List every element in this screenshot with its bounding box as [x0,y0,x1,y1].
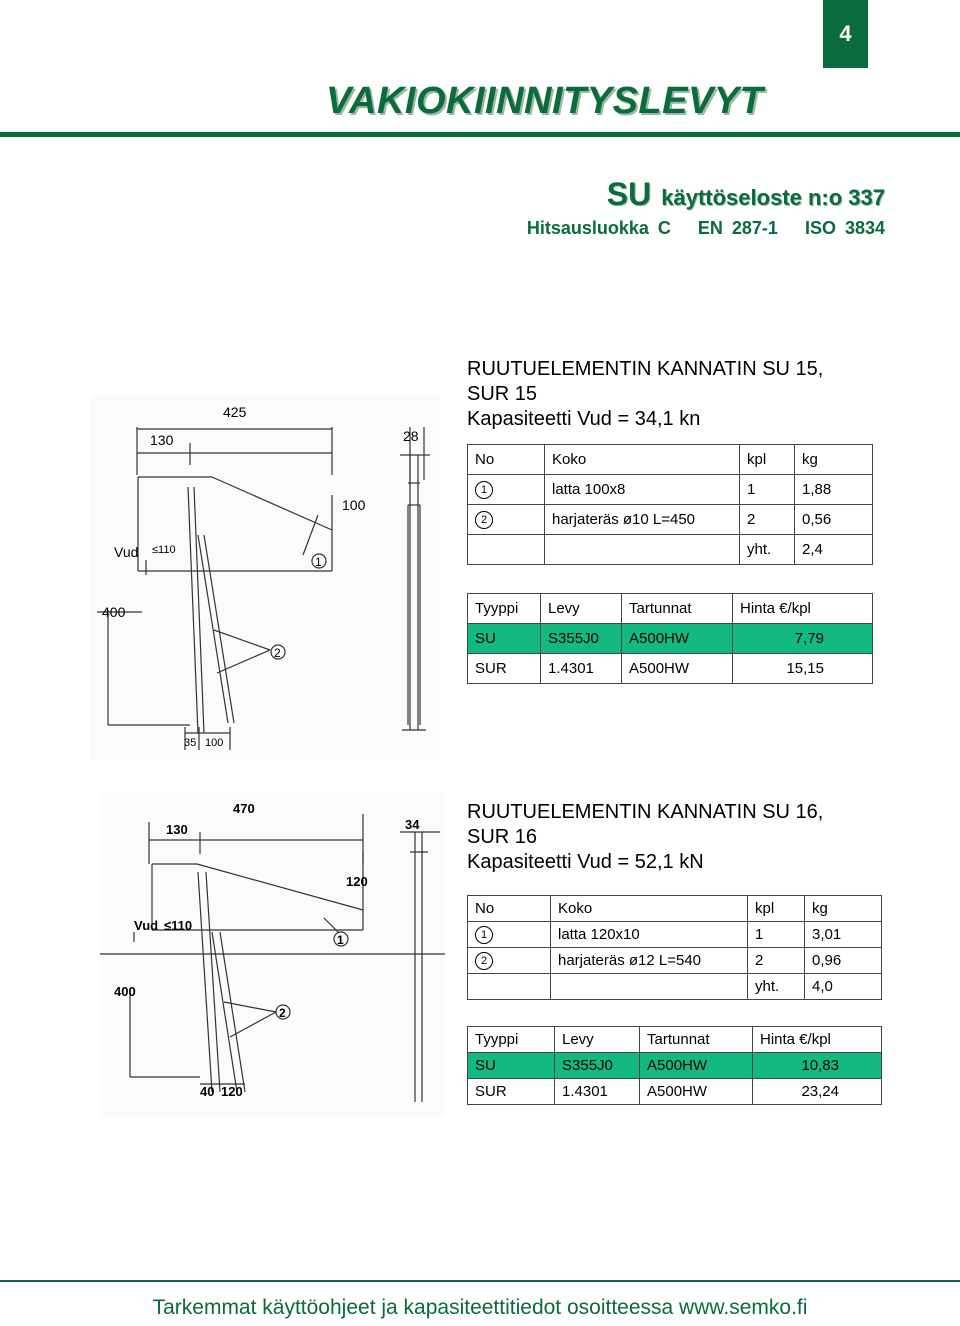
col-no: No [468,896,551,922]
part1-marker: 1 [315,555,322,569]
table-row [468,505,873,535]
dim-total-width: 425 [223,404,247,420]
section2-title-line1: RUUTUELEMENTIN KANNATIN SU 16, [467,801,824,823]
cell-tartunnat: A500HW [622,624,733,654]
cell-kg: 0,56 [795,505,873,535]
product-code: SU [606,176,652,212]
dim-plate-height: 100 [342,497,366,513]
table-header-row [468,445,873,475]
cell-koko: latta 100x8 [545,475,740,505]
footer-text: Tarkemmat käyttöohjeet ja kapasiteettitiedot osoitteessa www.semko.fi [152,1296,808,1319]
col-koko: Koko [545,445,740,475]
section2-price-table [467,1026,882,1105]
section2-title-line3: Kapasiteetti Vud = 52,1 kN [467,851,704,873]
col-tartunnat: Tartunnat [640,1027,753,1053]
cell-kg: 0,96 [805,948,882,974]
col-tyyppi: Tyyppi [468,1027,555,1053]
dim-left-width: 130 [166,822,188,837]
cell-levy: 1.4301 [555,1079,640,1105]
total-value: 2,4 [795,535,873,565]
section1-title [467,357,823,432]
cell-tyyppi: SU [468,624,541,654]
total-label: yht. [740,535,795,565]
col-kg: kg [805,896,882,922]
section1-title-line1: RUUTUELEMENTIN KANNATIN SU 15, [467,358,824,380]
vud-label: Vud [134,918,159,933]
col-koko: Koko [551,896,748,922]
dim-thickness: 28 [403,428,419,444]
table-row [468,624,873,654]
table-row [468,1053,882,1079]
vud-max-label: ≤110 [164,918,193,933]
section1-drawing [90,395,440,760]
part-number-badge: 1 [475,926,493,944]
table-total-row [468,974,882,1000]
col-kpl: kpl [740,445,795,475]
cell-kpl: 1 [740,475,795,505]
dim-length: 400 [102,604,126,620]
cell-hinta: 15,15 [733,654,873,684]
cell-hinta: 10,83 [753,1053,882,1079]
table-header-row [468,1027,882,1053]
table-row [468,1079,882,1105]
cell-hinta: 23,24 [753,1079,882,1105]
section1-price-table [467,593,873,684]
section1-title-line2: SUR 15 [467,383,538,405]
main-title: VAKIOKIINNITYSLEVYT [326,80,764,122]
cell-koko: harjateräs ø10 L=450 [545,505,740,535]
table-total-row [468,535,873,565]
vud-label: Vud [114,544,139,560]
dim-plate-height: 120 [346,874,368,889]
col-levy: Levy [555,1027,640,1053]
cell-tyyppi: SUR [468,1079,555,1105]
cell-tartunnat: A500HW [640,1053,753,1079]
cell-koko: harjateräs ø12 L=540 [551,948,748,974]
cell-levy: 1.4301 [541,654,622,684]
dim-total-width: 470 [233,801,255,816]
col-hinta: Hinta €/kpl [753,1027,882,1053]
section2-drawing [100,792,445,1117]
table-row [468,948,882,974]
part2-marker: 2 [279,1006,286,1020]
table-header-row [468,594,873,624]
table-row [468,922,882,948]
welding-class: Hitsausluokka C EN 287-1 ISO 3834 [526,218,885,238]
part-number-badge: 2 [475,511,493,529]
col-tartunnat: Tartunnat [622,594,733,624]
dim-bar-b2: 100 [205,737,224,749]
cell-levy: S355J0 [555,1053,640,1079]
col-hinta: Hinta €/kpl [733,594,873,624]
col-tyyppi: Tyyppi [468,594,541,624]
cell-kpl: 2 [748,948,805,974]
cell-hinta: 7,79 [733,624,873,654]
part1-marker: 1 [337,933,344,947]
dim-length: 400 [114,984,136,999]
cell-kpl: 1 [748,922,805,948]
total-label: yht. [748,974,805,1000]
cell-tyyppi: SU [468,1053,555,1079]
col-kpl: kpl [748,896,805,922]
dim-bar-b2: 120 [221,1084,243,1099]
table-row [468,654,873,684]
cell-tartunnat: A500HW [622,654,733,684]
section1-parts-table [467,444,873,565]
cell-levy: S355J0 [541,624,622,654]
cell-kg: 3,01 [805,922,882,948]
footer-divider [0,1280,960,1282]
col-levy: Levy [541,594,622,624]
section2-title [467,800,823,875]
part2-marker: 2 [274,646,281,660]
page-number: 4 [823,0,868,68]
col-kg: kg [795,445,873,475]
product-heading [607,176,885,213]
table-header-row [468,896,882,922]
dim-bar-b1: 40 [200,1084,215,1099]
vud-max-label: ≤110 [152,544,176,556]
part-number-badge: 1 [475,481,493,499]
col-no: No [468,445,545,475]
section1-title-line3: Kapasiteetti Vud = 34,1 kn [467,408,701,430]
title-divider [0,132,960,137]
section2-parts-table [467,895,882,1000]
product-manual: käyttöseloste n:o 337 [661,185,885,210]
cell-kpl: 2 [740,505,795,535]
cell-koko: latta 120x10 [551,922,748,948]
dim-left-width: 130 [150,432,174,448]
dim-bar-b1: 35 [184,737,197,749]
table-row [468,475,873,505]
section2-title-line2: SUR 16 [467,826,538,848]
dim-thickness: 34 [405,817,420,832]
cell-tartunnat: A500HW [640,1079,753,1105]
total-value: 4,0 [805,974,882,1000]
part-number-badge: 2 [475,952,493,970]
cell-tyyppi: SUR [468,654,541,684]
cell-kg: 1,88 [795,475,873,505]
